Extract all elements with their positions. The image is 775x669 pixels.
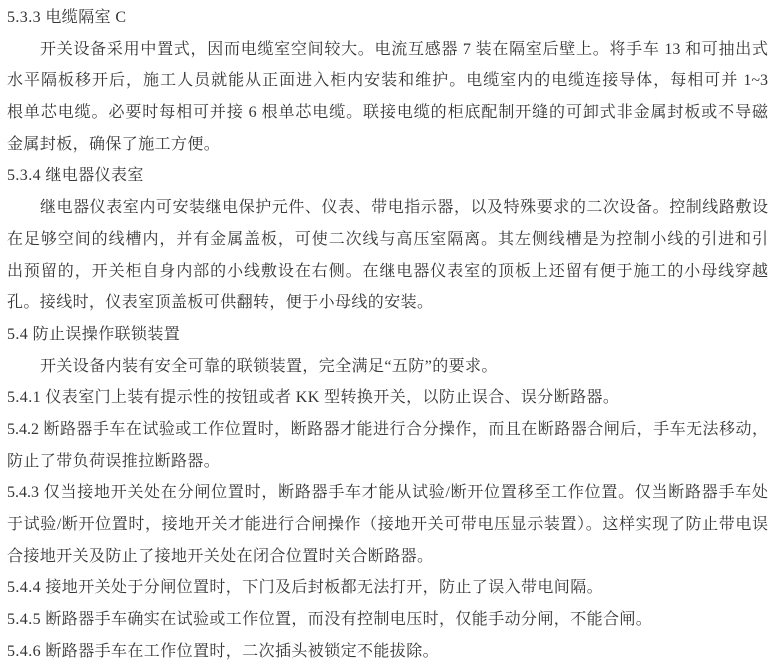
clause-5-4-6-line: 5.4.6 断路器手车在工作位置时，二次插头被锁定不能拔除。 — [7, 642, 440, 660]
paragraph-line: 继电器仪表室内可安装继电保护元件、仪表、带电指示器，以及特殊要求的二次设备。控制线路敷设 — [40, 199, 768, 217]
paragraph-line: 孔。接线时，仪表室顶盖板可供翻转，便于小母线的安装。 — [7, 294, 434, 312]
clause-5-4-2-line: 防止了带负荷误推拉断路器。 — [7, 452, 221, 470]
clause-5-4-3-line: 5.4.3 仅当接地开关处在分闸位置时，断路器手车才能从试验/断开位置移至工作位置。仅当断路器手车处 — [7, 484, 768, 502]
paragraph-line: 出预留的，开关柜自身内部的小线敷设在右侧。在继电器仪表室的顶板上还留有便于施工的小母线穿越 — [7, 262, 768, 280]
paragraph-line: 在足够空间的线槽内，并有金属盖板，可使二次线与高压室隔离。其左侧线槽是为控制小线的引进和引 — [7, 230, 768, 248]
paragraph-line: 根单芯电缆。必要时每相可并接 6 根单芯电缆。联接电缆的柜底配制开缝的可卸式非金属封板或不导磁 — [7, 104, 768, 122]
clause-5-4-3-line: 于试验/断开位置时，接地开关才能进行合闸操作（接地开关可带电压显示装置）。这样实现了防止带电误 — [7, 516, 768, 533]
paragraph-line: 开关设备内装有安全可靠的联锁装置，完全满足“五防”的要求。 — [40, 357, 498, 375]
section-heading-5-3-3: 5.3.3 电缆隔室 C — [7, 9, 127, 26]
clause-5-4-1-line: 5.4.1 仪表室门上装有提示性的按钮或者 KK 型转换开关，以防止误合、误分断路器。 — [7, 389, 620, 407]
paragraph-line: 金属封板，确保了施工方便。 — [7, 135, 221, 153]
clause-5-4-5-line: 5.4.5 断路器手车确实在试验或工作位置，而没有控制电压时，仅能手动分闸，不能合闸。 — [7, 611, 653, 629]
clause-5-4-2-line: 5.4.2 断路器手车在试验或工作位置时，断路器才能进行合分操作，而且在断路器合闸后，手车无法移动， — [7, 420, 768, 438]
clause-5-4-4-line: 5.4.4 接地开关处于分闸位置时，下门及后封板都无法打开，防止了误入带电间隔。 — [7, 579, 604, 597]
clause-5-4-3-line: 合接地开关及防止了接地开关处在闭合位置时关合断路器。 — [7, 547, 434, 565]
section-heading-5-3-4: 5.3.4 继电器仪表室 — [7, 167, 144, 185]
paragraph-line: 开关设备采用中置式，因而电缆室空间较大。电流互感器 7 装在隔室后壁上。将手车 13 和可抽出式 — [40, 40, 768, 58]
paragraph-line: 水平隔板移开后，施工人员就能从正面进入柜内安装和维护。电缆室内的电缆连接导体，每相可并 1~3 — [7, 72, 768, 90]
section-heading-5-4: 5.4 防止误操作联锁装置 — [7, 325, 181, 343]
